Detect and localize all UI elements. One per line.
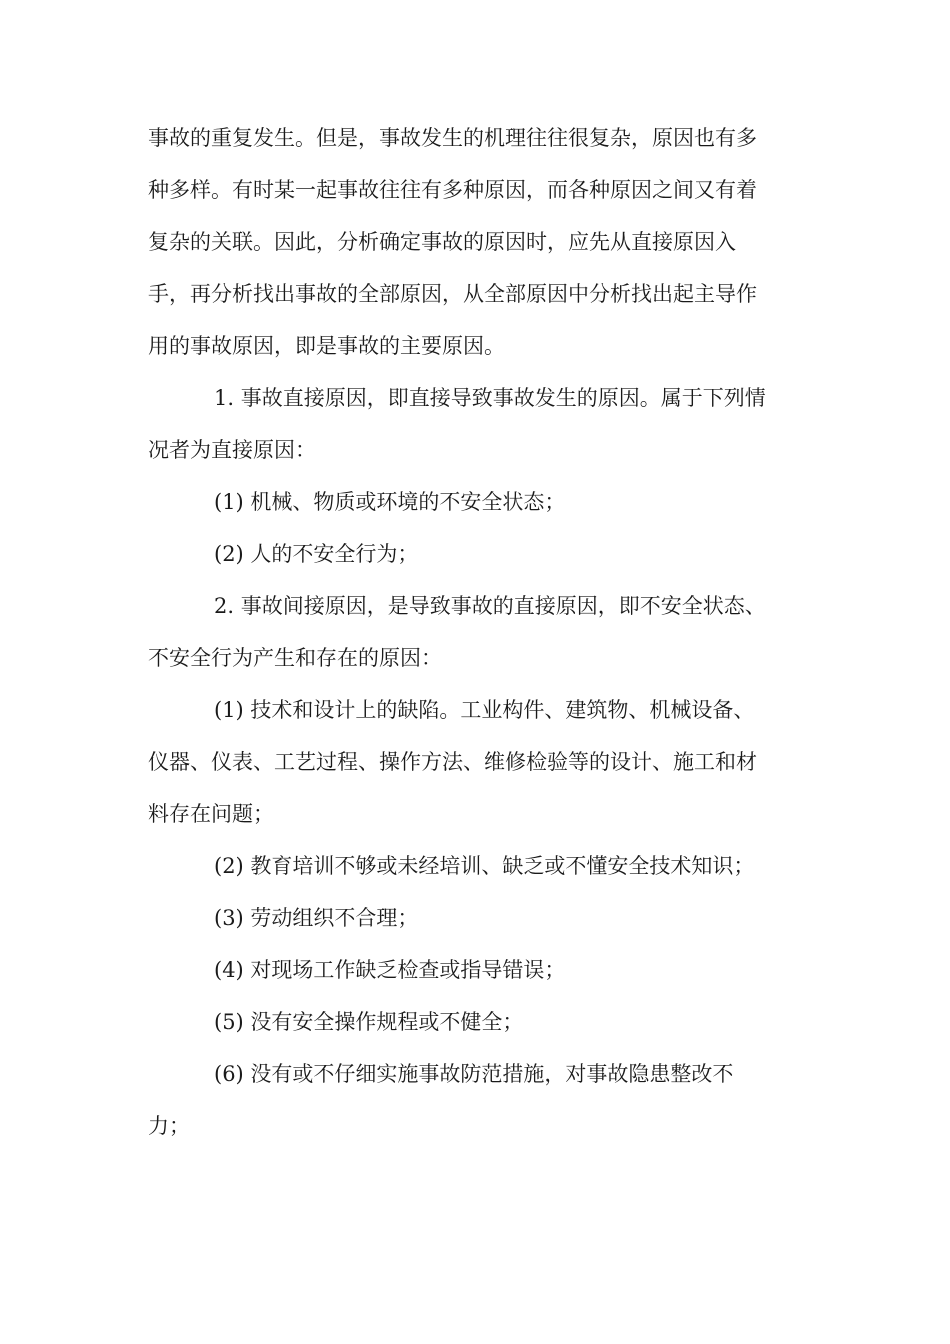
text-line: 复杂的关联。因此，分析确定事故的原因时，应先从直接原因入 xyxy=(148,230,736,254)
text-line: 仪器、仪表、工艺过程、操作方法、维修检验等的设计、施工和材 xyxy=(148,750,757,774)
text-line: (3) 劳动组织不合理； xyxy=(214,906,419,930)
text-line: (2) 人的不安全行为； xyxy=(214,542,419,566)
text-line: 手，再分析找出事故的全部原因，从全部原因中分析找出起主导作 xyxy=(148,282,757,306)
text-line: 料存在问题； xyxy=(148,802,274,826)
text-line: (5) 没有安全操作规程或不健全； xyxy=(214,1010,524,1034)
text-line: 种多样。有时某一起事故往往有多种原因，而各种原因之间又有着 xyxy=(148,178,757,202)
text-line: (1) 技术和设计上的缺陷。工业构件、建筑物、机械设备、 xyxy=(214,698,755,722)
text-line: 2. 事故间接原因，是导致事故的直接原因，即不安全状态、 xyxy=(214,594,766,618)
text-line: 力； xyxy=(148,1114,190,1138)
text-line: (6) 没有或不仔细实施事故防范措施，对事故隐患整改不 xyxy=(214,1062,734,1086)
text-line: 1. 事故直接原因，即直接导致事故发生的原因。属于下列情 xyxy=(214,386,766,410)
text-line: 用的事故原因，即是事故的主要原因。 xyxy=(148,334,505,358)
text-line: 况者为直接原因： xyxy=(148,438,316,462)
text-line: (1) 机械、物质或环境的不安全状态； xyxy=(214,490,566,514)
text-line: (2) 教育培训不够或未经培训、缺乏或不懂安全技术知识； xyxy=(214,854,755,878)
text-line: (4) 对现场工作缺乏检查或指导错误； xyxy=(214,958,566,982)
document-body xyxy=(148,112,798,1152)
text-line: 事故的重复发生。但是，事故发生的机理往往很复杂，原因也有多 xyxy=(148,126,757,150)
text-line: 不安全行为产生和存在的原因： xyxy=(148,646,442,670)
